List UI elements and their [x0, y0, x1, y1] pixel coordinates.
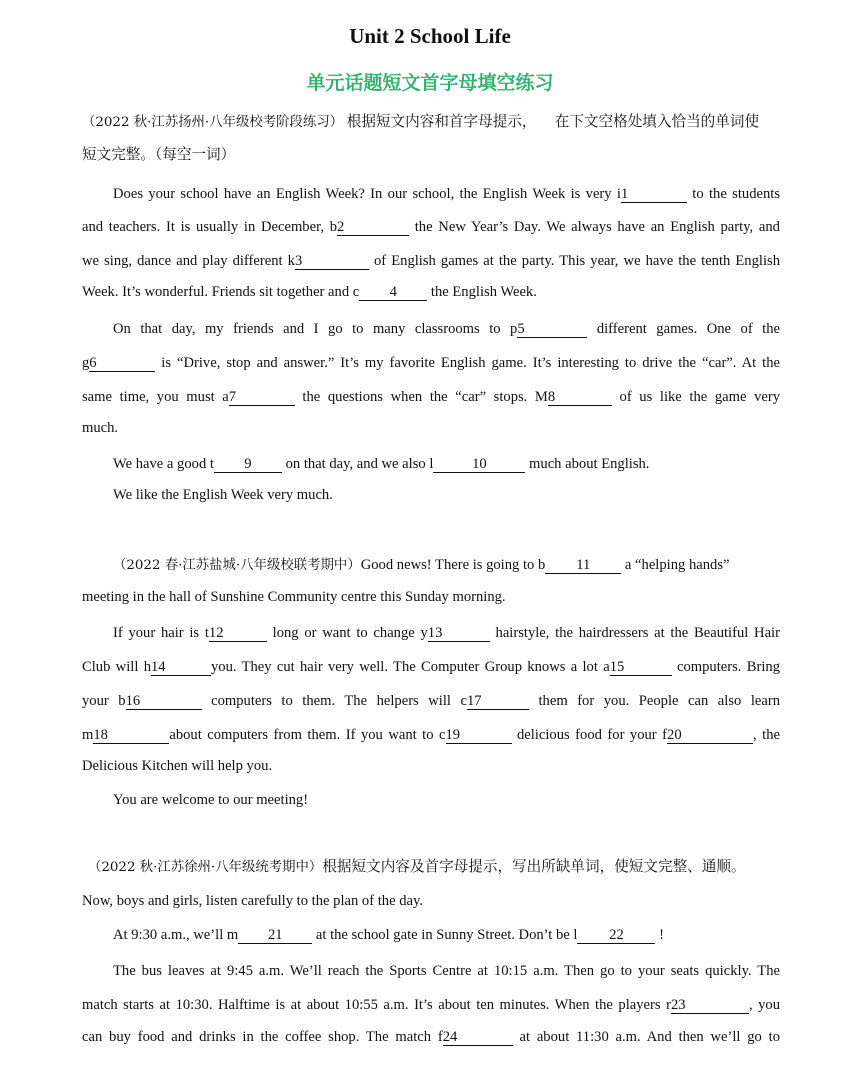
blank-20[interactable]: 20 [667, 727, 753, 744]
text-line: Club will h14 you. They cut hair very well. The Computer Group knows a lot a15 computers. Bring [82, 659, 780, 675]
source-label: （2022 秋·江苏扬州·八年级校考阶段练习） [82, 115, 344, 130]
blank-12[interactable]: 12 [209, 625, 267, 642]
text-line: m18 about computers from them. If you want to c19 delicious food for your f20 , the [82, 727, 780, 743]
blank-24[interactable]: 24 [443, 1029, 513, 1046]
text-line: we sing, dance and play different k3 of English games at the party. This year, we have the tenth English [82, 253, 780, 269]
text-line: meeting in the hall of Sunshine Community centre this Sunday morning. [82, 589, 506, 605]
text-line: Does your school have an English Week? In our school, the English Week is very i1 to the students [113, 186, 780, 202]
blank-8[interactable]: 8 [548, 389, 612, 406]
blank-2[interactable]: 2 [337, 219, 409, 236]
blank-18[interactable]: 18 [93, 727, 169, 744]
passage1-instructions: （2022 秋·江苏扬州·八年级校考阶段练习） 根据短文内容和首字母提示， 在下文空格处填入恰当的单词使 [82, 114, 760, 130]
text-line: You are welcome to our meeting! [113, 792, 309, 808]
blank-6[interactable]: 6 [89, 355, 155, 372]
text-line: your b16 computers to them. The helpers will c17 them for you. People can also learn [82, 693, 781, 709]
blank-10[interactable]: 10 [433, 456, 525, 473]
text-line: Week. It’s wonderful. Friends sit together and c 4 the English Week. [82, 284, 537, 300]
blank-11[interactable]: 11 [545, 557, 621, 574]
blank-14[interactable]: 14 [151, 659, 211, 676]
blank-5[interactable]: 5 [517, 321, 587, 338]
blank-9[interactable]: 9 [214, 456, 282, 473]
text-line: much. [82, 420, 119, 436]
blank-4[interactable]: 4 [359, 284, 427, 301]
text-line: can buy food and drinks in the coffee shop. The match f24 at about 11:30 a.m. And then we’ll go to [82, 1029, 780, 1045]
blank-7[interactable]: 7 [229, 389, 295, 406]
blank-3[interactable]: 3 [295, 253, 369, 270]
blank-19[interactable]: 19 [446, 727, 512, 744]
text-line: Delicious Kitchen will help you. [82, 758, 273, 774]
source-label: （2022 秋·江苏徐州·八年级统考期中） [88, 860, 323, 875]
blank-17[interactable]: 17 [467, 693, 529, 710]
text-line: If your hair is t12 long or want to change y13 hairstyle, the hairdressers at the Beautiful Hair [113, 625, 780, 641]
blank-23[interactable]: 23 [671, 997, 749, 1014]
blank-15[interactable]: 15 [610, 659, 672, 676]
blank-22[interactable]: 22 [577, 927, 655, 944]
text-line: The bus leaves at 9:45 a.m. We’ll reach the Sports Centre at 10:15 a.m. Then go to your seats quickly. The [113, 963, 780, 979]
text-line: On that day, my friends and I go to many classrooms to p5 different games. One of the [113, 321, 780, 337]
text-line: g6 is “Drive, stop and answer.” It’s my favorite English game. It’s interesting to drive the “car”. At the [82, 355, 780, 371]
blank-13[interactable]: 13 [428, 625, 490, 642]
blank-16[interactable]: 16 [126, 693, 202, 710]
page-title: Unit 2 School Life [349, 24, 511, 48]
text-line: match starts at 10:30. Halftime is at about 10:55 a.m. It’s about ten minutes. When the players r23 , you [82, 997, 781, 1013]
passage1-instructions-cont: 短文完整。（每空一词） [82, 147, 236, 163]
text-line: We have a good t 9 on that day, and we also l 10 much about English. [113, 456, 650, 472]
passage3-instructions: （2022 秋·江苏徐州·八年级统考期中）根据短文内容及首字母提示，写出所缺单词，使短文完整、通顺。 [88, 859, 746, 875]
passage2-intro: （2022 春·江苏盐城·八年级校联考期中）Good news! There is going to b 11 a “helping hands” [113, 557, 730, 573]
source-label: （2022 春·江苏盐城·八年级校联考期中） [113, 558, 361, 573]
text-line: We like the English Week very much. [113, 487, 333, 503]
blank-1[interactable]: 1 [621, 186, 687, 203]
text-line: same time, you must a7 the questions when the “car” stops. M8 of us like the game very [82, 389, 780, 405]
page-subtitle: 单元话题短文首字母填空练习 [306, 72, 554, 94]
text-line: and teachers. It is usually in December, b2 the New Year’s Day. We always have an English party, and [82, 219, 780, 235]
text-line: At 9:30 a.m., we’ll m 21 at the school gate in Sunny Street. Don’t be l 22 ! [113, 927, 664, 943]
text-line: Now, boys and girls, listen carefully to the plan of the day. [82, 893, 423, 909]
blank-21[interactable]: 21 [238, 927, 312, 944]
